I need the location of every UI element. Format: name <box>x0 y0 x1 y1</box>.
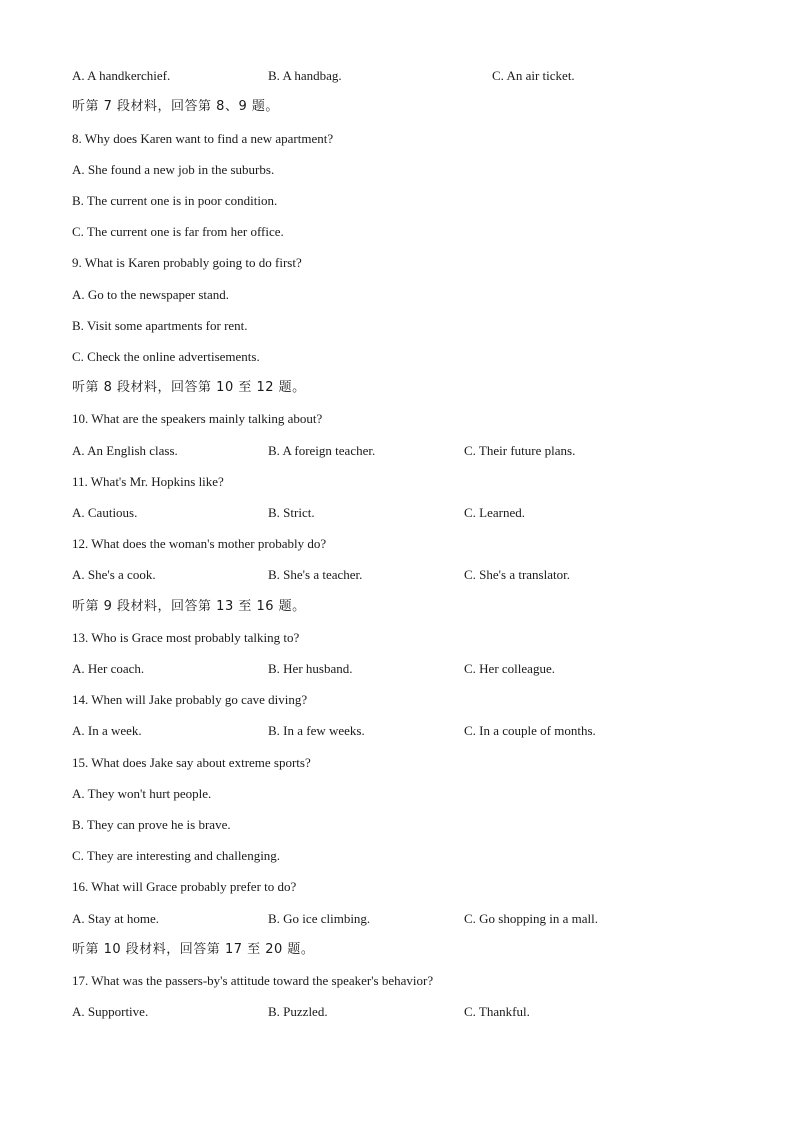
q8-option-a: A. She found a new job in the suburbs. <box>72 162 275 177</box>
question-9-stem: 9. What is Karen probably going to do first? <box>72 255 302 270</box>
section-heading-7: 听第 7 段材料，回答第 8、9 题。 <box>72 99 279 114</box>
question-15-stem: 15. What does Jake say about extreme sports? <box>72 755 311 770</box>
q17-option-a: A. Supportive. <box>72 1004 149 1019</box>
q14-option-a: A. In a week. <box>72 723 142 738</box>
q16-option-b: B. Go ice climbing. <box>268 911 371 926</box>
q10-option-c: C. Their future plans. <box>464 443 576 458</box>
question-12-stem: 12. What does the woman's mother probably do? <box>72 536 327 551</box>
q12-option-c: C. She's a translator. <box>464 567 570 582</box>
q11-option-a: A. Cautious. <box>72 505 138 520</box>
q12-option-b: B. She's a teacher. <box>268 567 363 582</box>
q17-option-c: C. Thankful. <box>464 1004 530 1019</box>
section-heading-10: 听第 10 段材料，回答第 17 至 20 题。 <box>72 942 315 957</box>
q15-option-a: A. They won't hurt people. <box>72 786 212 801</box>
q16-option-c: C. Go shopping in a mall. <box>464 911 598 926</box>
q15-option-c: C. They are interesting and challenging. <box>72 848 281 863</box>
q13-option-b: B. Her husband. <box>268 661 353 676</box>
question-8-stem: 8. Why does Karen want to find a new apartment? <box>72 131 334 146</box>
q8-option-c: C. The current one is far from her office. <box>72 224 284 239</box>
q16-option-a: A. Stay at home. <box>72 911 160 926</box>
q14-option-b: B. In a few weeks. <box>268 723 365 738</box>
q14-option-c: C. In a couple of months. <box>464 723 596 738</box>
q12-option-a: A. She's a cook. <box>72 567 156 582</box>
q7-option-c: C. An air ticket. <box>492 68 575 83</box>
q13-option-c: C. Her colleague. <box>464 661 555 676</box>
question-14-stem: 14. When will Jake probably go cave diving? <box>72 692 308 707</box>
question-11-stem: 11. What's Mr. Hopkins like? <box>72 474 224 489</box>
q17-option-b: B. Puzzled. <box>268 1004 328 1019</box>
q8-option-b: B. The current one is in poor condition. <box>72 193 278 208</box>
question-16-stem: 16. What will Grace probably prefer to do? <box>72 879 297 894</box>
q7-option-b: B. A handbag. <box>268 68 342 83</box>
q7-option-a: A. A handkerchief. <box>72 68 171 83</box>
q11-option-c: C. Learned. <box>464 505 526 520</box>
q13-option-a: A. Her coach. <box>72 661 145 676</box>
section-heading-8: 听第 8 段材料，回答第 10 至 12 题。 <box>72 380 306 395</box>
section-heading-9: 听第 9 段材料，回答第 13 至 16 题。 <box>72 599 306 614</box>
question-17-stem: 17. What was the passers-by's attitude toward the speaker's behavior? <box>72 973 434 988</box>
q9-option-a: A. Go to the newspaper stand. <box>72 287 230 302</box>
question-13-stem: 13. Who is Grace most probably talking to? <box>72 630 300 645</box>
q15-option-b: B. They can prove he is brave. <box>72 817 231 832</box>
q11-option-b: B. Strict. <box>268 505 315 520</box>
q9-option-c: C. Check the online advertisements. <box>72 349 260 364</box>
q10-option-a: A. An English class. <box>72 443 178 458</box>
q9-option-b: B. Visit some apartments for rent. <box>72 318 248 333</box>
q10-option-b: B. A foreign teacher. <box>268 443 376 458</box>
question-10-stem: 10. What are the speakers mainly talking about? <box>72 411 323 426</box>
